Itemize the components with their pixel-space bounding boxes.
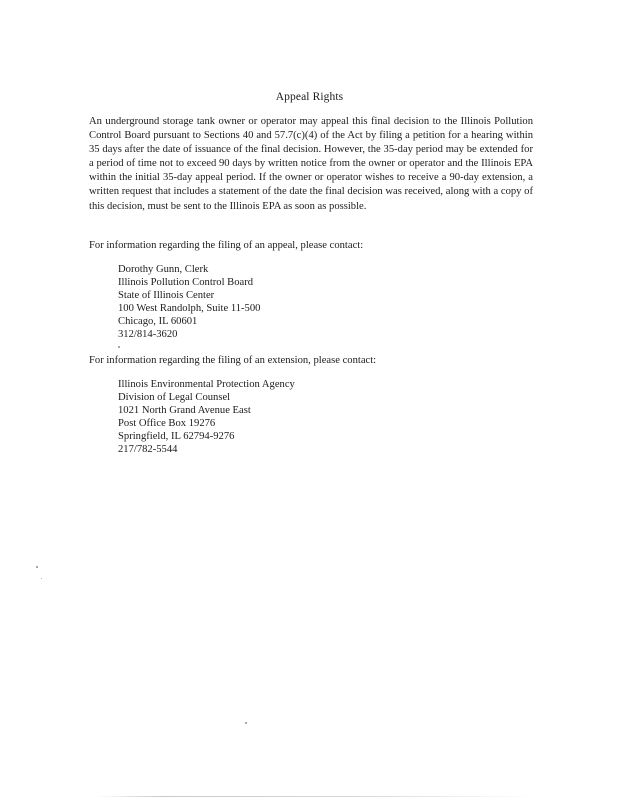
appeal-address-line: State of Illinois Center xyxy=(118,289,215,301)
scan-edge-line xyxy=(95,796,535,797)
scan-speck xyxy=(245,722,247,724)
extension-contact-lead: For information regarding the filing of an extension, please contact: xyxy=(89,355,377,366)
extension-address-line: Springfield, IL 62794-9276 xyxy=(118,430,235,442)
extension-contact-address xyxy=(118,379,295,456)
appeal-contact-lead: For information regarding the filing of an appeal, please contact: xyxy=(89,240,364,251)
scan-speck xyxy=(36,566,38,568)
scan-speck xyxy=(118,346,120,348)
scan-speck xyxy=(41,578,42,579)
appeal-rights-paragraph: An underground storage tank owner or operator may appeal this final decision to the Illinois Pollution Control Board pursuant to Sections 40 and 57.7(c)(4) of the Act by filing a petition for a hearing within 35 days after the date of issuance of the final decision. However, the 35-day period may be extended for a period of time not to exceed 90 days by written notice from the owner or operator and the Illinois EPA within the initial 35-day appeal period. If the owner or operator wishes to receive a 90-day extension, a written request that includes a statement of the date the final decision was received, along with a copy of this decision, must be sent to the Illinois EPA as soon as possible. xyxy=(89,116,533,212)
extension-address-line: Illinois Environmental Protection Agency xyxy=(118,379,295,390)
extension-address-line: 217/782-5544 xyxy=(118,443,178,455)
appeal-address-line: 100 West Randolph, Suite 11-500 xyxy=(118,302,261,314)
extension-address-line: Division of Legal Counsel xyxy=(118,391,231,403)
appeal-address-line: Illinois Pollution Control Board xyxy=(118,276,254,288)
document-title: Appeal Rights xyxy=(275,91,344,103)
extension-address-line: 1021 North Grand Avenue East xyxy=(118,404,251,416)
appeal-address-line: 312/814-3620 xyxy=(118,328,178,340)
extension-address-line: Post Office Box 19276 xyxy=(118,417,216,429)
appeal-address-line: Dorothy Gunn, Clerk xyxy=(118,264,209,275)
appeal-address-line: Chicago, IL 60601 xyxy=(118,315,198,327)
appeal-contact-address xyxy=(118,264,260,341)
